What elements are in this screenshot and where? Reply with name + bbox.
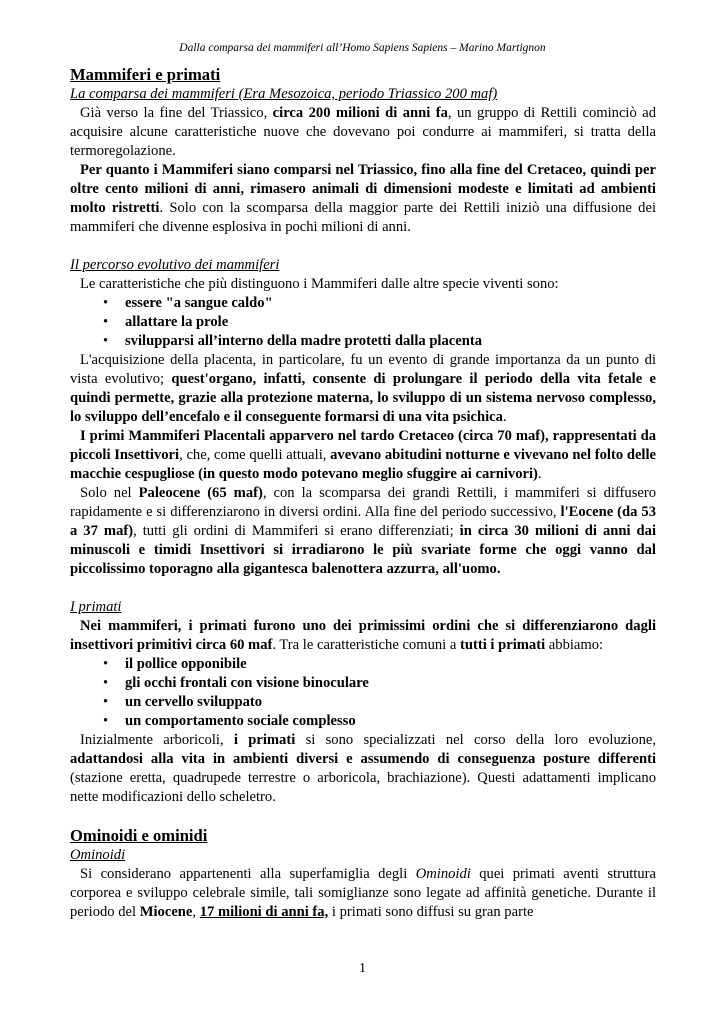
list-item: • un cervello sviluppato	[125, 693, 656, 712]
subsection-title-percorso: Il percorso evolutivo dei mammiferi	[70, 257, 280, 273]
subsection-title-ominoidi: Ominoidi	[70, 847, 126, 863]
paragraph: Nei mammiferi, i primati furono uno dei primissimi ordini che si differenziarono dagli insettivori primitivi circa 60 maf. Tra le caratteristiche comuni a tutti i primati abbiamo:	[70, 618, 656, 653]
page-content	[70, 65, 656, 922]
paragraph: Inizialmente arboricoli, i primati si sono specializzati nel corso della loro evoluzione, adattandosi alla vita in ambienti diversi e assumendo di conseguenza posture differenti (stazione eretta, quadrupede terrestre o arboricola, brachiazione). Questi adattamenti implicano nette modificazioni dello scheletro.	[70, 732, 657, 805]
bullet-list	[70, 294, 656, 351]
list-item: • gli occhi frontali con visione binoculare	[125, 674, 656, 693]
bullet-list	[70, 655, 656, 731]
paragraph: Si considerano appartenenti alla superfamiglia degli Ominoidi quei primati aventi struttura corporea e sviluppo celebrale simile, tali somiglianze sono legate ad affinità genetiche. Durante il periodo del Miocene, 17 milioni di anni fa, i primati sono diffusi su gran parte	[70, 866, 656, 920]
paragraph: Solo nel Paleocene (65 maf), con la scomparsa dei grandi Rettili, i mammiferi si diffusero rapidamente e si differenziarono in diversi ordini. Alla fine del periodo successivo, l'Eocene (da 53 a 37 maf), tutti gli ordini di Mammiferi si erano differenziati; in circa 30 milioni di anni dai minuscoli e timidi Insettivori si irradiarono le più svariate forme che oggi vanno dal piccolissimo toporagno alla gigantesca balenottera azzurra, all'uomo.	[70, 485, 657, 577]
running-header: Dalla comparsa dei mammiferi all’Homo Sapiens Sapiens – Marino Martignon	[179, 42, 546, 54]
paragraph: Già verso la fine del Triassico, circa 200 milioni di anni fa, un gruppo di Rettili cominciò ad acquisire alcune caratteristiche nuove che dovevano poi condurre ai mammiferi, si tratta della termoregolazione.	[70, 105, 656, 159]
subsection-title-primati: I primati	[70, 599, 122, 615]
list-item: • svilupparsi all’interno della madre protetti dalla placenta	[125, 332, 656, 351]
section-title-ominoidi-ominidi: Ominoidi e ominidi	[70, 826, 208, 845]
page-number: 1	[359, 961, 366, 976]
list-item: • essere "a sangue caldo"	[125, 294, 656, 313]
list-item: • il pollice opponibile	[125, 655, 656, 674]
list-item: • un comportamento sociale complesso	[125, 712, 656, 731]
list-item: • allattare la prole	[125, 313, 656, 332]
section-title-mammiferi-primati: Mammiferi e primati	[70, 65, 221, 84]
paragraph: Per quanto i Mammiferi siano comparsi nel Triassico, fino alla fine del Cretaceo, quindi per oltre cento milioni di anni, rimasero animali di dimensioni modeste e limitati ad ambienti molto ristretti. Solo con la scomparsa della maggior parte dei Rettili iniziò una diffusione dei mammiferi che divenne esplosiva in pochi milioni di anni.	[70, 162, 656, 235]
subsection-title-comparsa: La comparsa dei mammiferi (Era Mesozoica, periodo Triassico 200 maf)	[70, 86, 498, 102]
paragraph: I primi Mammiferi Placentali apparvero nel tardo Cretaceo (circa 70 maf), rappresentati da piccoli Insettivori, che, come quelli attuali, avevano abitudini notturne e vivevano nel folto delle macchie cespugliose (in questo modo potevano meglio sfuggire ai carnivori).	[70, 428, 657, 482]
paragraph: L'acquisizione della placenta, in particolare, fu un evento di grande importanza da un punto di vista evolutivo; quest'organo, infatti, consente di prolungare il periodo della vita fetale e quindi permette, grazie alla protezione materna, lo sviluppo di un sistema nervoso complesso, lo sviluppo dell’encefalo e il conseguente formarsi di una vita psichica.	[70, 352, 656, 425]
paragraph: Le caratteristiche che più distinguono i Mammiferi dalle altre specie viventi sono:	[80, 276, 559, 292]
